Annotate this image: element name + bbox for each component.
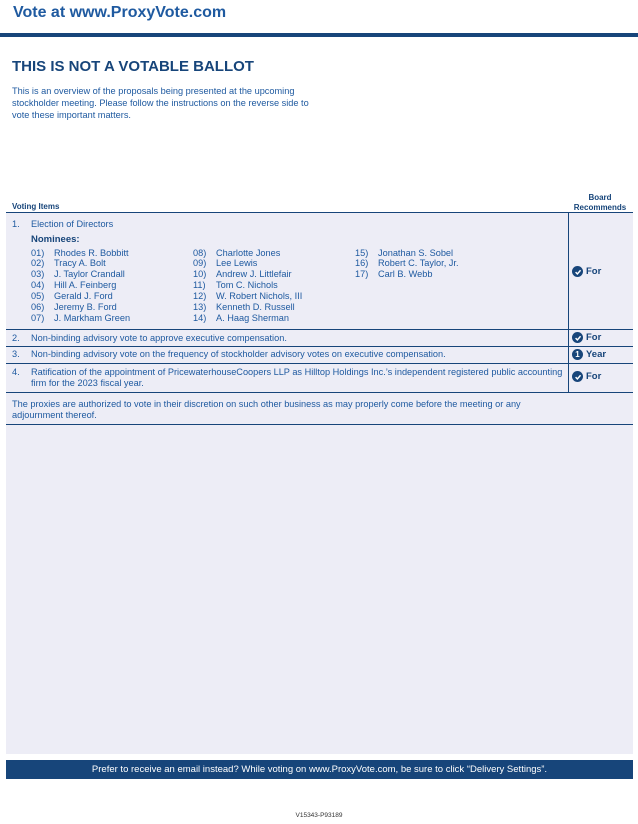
divider: [6, 329, 633, 330]
nominee-name: Hill A. Feinberg: [54, 280, 117, 290]
nominee-name: Carl B. Webb: [378, 269, 433, 279]
nominee-number: 10): [193, 269, 207, 279]
nominee-number: 15): [355, 248, 369, 258]
nominee: [193, 291, 302, 301]
nominee-number: 16): [355, 258, 369, 268]
nominee-number: 17): [355, 269, 369, 279]
nominee: [31, 280, 116, 290]
nominee-name: Charlotte Jones: [216, 248, 281, 258]
nominee-name: Tracy A. Bolt: [54, 258, 106, 268]
nominee: [193, 302, 295, 312]
recommendation-3: [572, 349, 606, 360]
nominee-name: Rhodes R. Bobbitt: [54, 248, 129, 258]
nominee: [31, 248, 129, 258]
nominee-number: 09): [193, 258, 207, 268]
check-icon: [572, 266, 583, 277]
check-icon: [572, 371, 583, 382]
nominee-number: 12): [193, 291, 207, 301]
board-header-line1: Board: [588, 193, 612, 202]
item-text: Non-binding advisory vote to approve executive compensation.: [31, 333, 287, 343]
recommendation-1: [572, 266, 601, 277]
nominee-name: J. Taylor Crandall: [54, 269, 125, 279]
check-icon: [572, 332, 583, 343]
nominee: [355, 269, 432, 279]
nominee: [355, 248, 453, 258]
nominee: [31, 302, 117, 312]
nominee: [31, 313, 130, 323]
nominee-number: 05): [31, 291, 45, 301]
recommendation-label: For: [586, 266, 602, 277]
recommendation-2: [572, 332, 601, 343]
nominee-number: 04): [31, 280, 45, 290]
nominee-number: 01): [31, 248, 45, 258]
intro-text: This is an overview of the proposals being presented at the upcoming stockholder meeting. Please follow the instructions on the reverse side to vote these important matters.: [12, 86, 309, 120]
nominee-name: J. Markham Green: [54, 313, 131, 323]
divider: [6, 363, 633, 364]
vote-site-title[interactable]: Vote at www.ProxyVote.com: [13, 4, 227, 21]
recommendation-label: For: [586, 371, 602, 382]
divider: [6, 392, 633, 393]
item-number: 3.: [12, 349, 20, 359]
item-number: 1.: [12, 219, 20, 229]
nominee-number: 02): [31, 258, 45, 268]
nominee-number: 06): [31, 302, 45, 312]
page-title: THIS IS NOT A VOTABLE BALLOT: [12, 58, 254, 75]
nominee-number: 03): [31, 269, 45, 279]
item-text: Election of Directors: [31, 219, 114, 229]
nominee-number: 07): [31, 313, 45, 323]
nominee-number: 08): [193, 248, 207, 258]
nominee-name: Lee Lewis: [216, 258, 258, 268]
nominees-label: Nominees:: [31, 234, 80, 245]
nominee: [31, 258, 106, 268]
nominee-name: W. Robert Nichols, III: [216, 291, 303, 301]
nominee-number: 11): [193, 280, 206, 290]
divider: [6, 424, 633, 425]
nominee-number: 14): [193, 313, 207, 323]
item-number: 2.: [12, 333, 20, 343]
nominee-name: Gerald J. Ford: [54, 291, 113, 301]
nominee-name: Andrew J. Littlefair: [216, 269, 292, 279]
document-code: V15343-P93189: [295, 812, 343, 819]
nominee-name: Tom C. Nichols: [216, 280, 278, 290]
nominee: [355, 258, 459, 268]
nominee: [193, 313, 289, 323]
nominee: [31, 269, 125, 279]
item-number: 4.: [12, 367, 20, 377]
nominee: [193, 280, 278, 290]
top-banner: [0, 0, 638, 37]
recommendation-label: Year: [586, 349, 607, 360]
nominee-name: Robert C. Taylor, Jr.: [378, 258, 459, 268]
board-recommends-header: [568, 193, 632, 213]
board-header-line2: Recommends: [573, 203, 627, 212]
item-text: Non-binding advisory vote on the frequency of stockholder advisory votes on executive compensation.: [31, 349, 446, 359]
one-icon: 1: [572, 349, 583, 360]
column-divider: [568, 212, 569, 392]
proxies-note: The proxies are authorized to vote in their discretion on such other business as may properly come before the meeting or any adjournment thereof.: [12, 399, 521, 420]
divider: [6, 212, 633, 213]
voting-items-header: Voting Items: [12, 202, 60, 211]
recommendation-4: [572, 371, 601, 382]
nominee-name: Kenneth D. Russell: [216, 302, 295, 312]
item-text: Ratification of the appointment of PricewaterhouseCoopers LLP as Hilltop Holdings Inc.’s independent registered public accounting firm for the 2023 fiscal year.: [31, 367, 563, 388]
nominee-name: Jonathan S. Sobel: [378, 248, 454, 258]
delivery-settings-banner: Prefer to receive an email instead? While voting on www.ProxyVote.com, be sure to click “Delivery Settings”.: [6, 760, 633, 779]
nominee: [193, 248, 280, 258]
nominee-name: A. Haag Sherman: [216, 313, 290, 323]
divider: [6, 346, 633, 347]
nominee: [193, 269, 292, 279]
recommendation-label: For: [586, 332, 602, 343]
nominee-number: 13): [193, 302, 207, 312]
nominee-name: Jeremy B. Ford: [54, 302, 117, 312]
nominee: [193, 258, 257, 268]
nominee: [31, 291, 113, 301]
